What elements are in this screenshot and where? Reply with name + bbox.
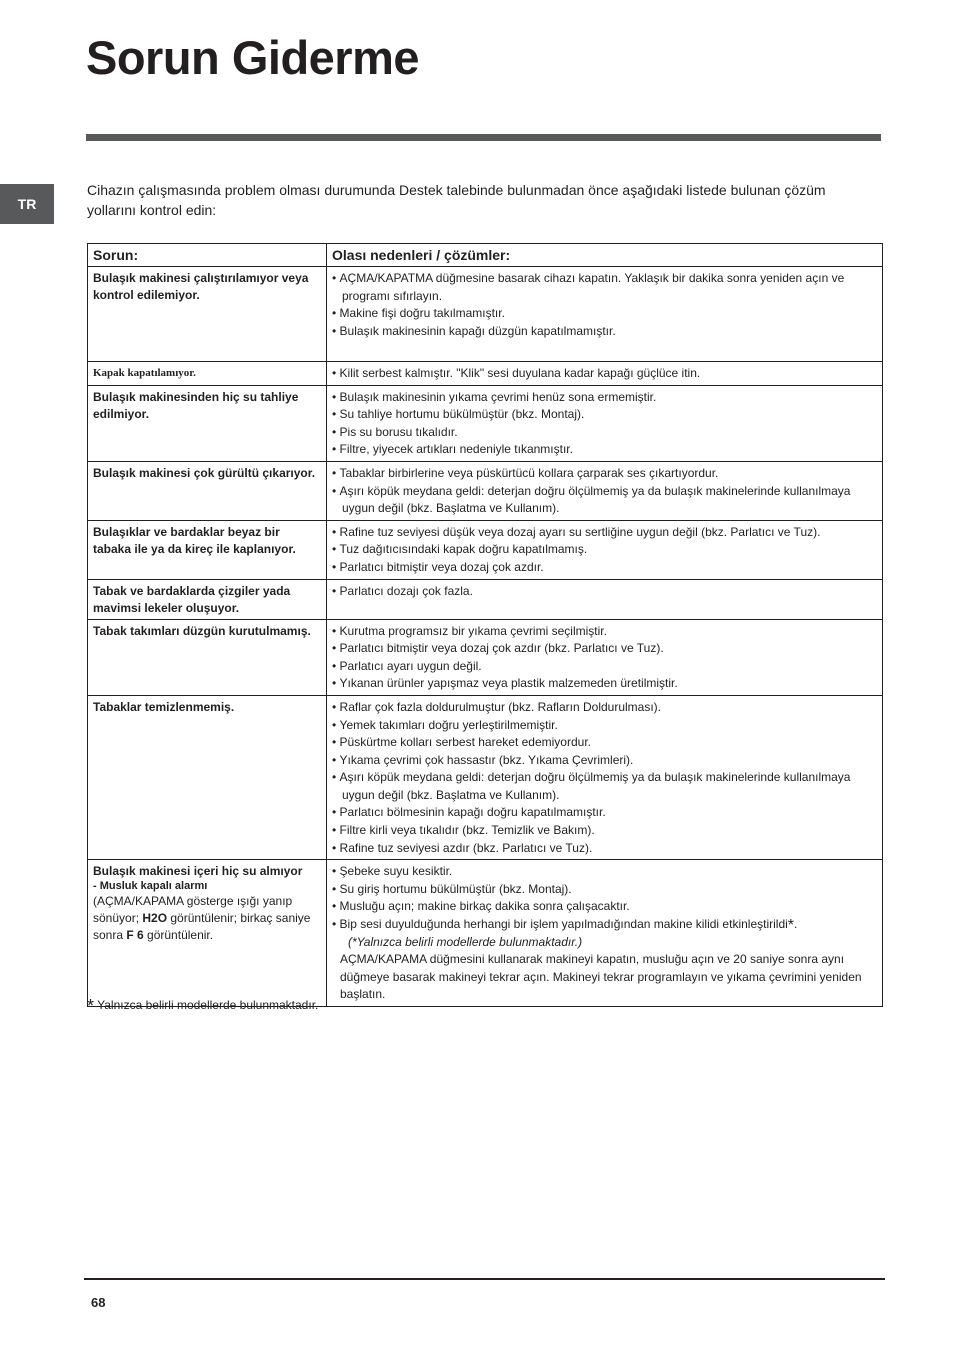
intro-text: Cihazın çalışmasında problem olması durumunda Destek talebinde bulunmadan önce aşağıdaki listede bulunan çözüm yollarını kontrol edin: [87,182,826,218]
problem-detail-text: görüntülenir. [143,928,214,943]
restart-instructions: AÇMA/KAPAMA düğmesini kullanarak makineyi kapatın, musluğu açın ve 20 saniye sonra aynı düğmeye basarak makineyi tekrar açın. Makineyi tekrar programlayın ve yıkama çevrimini yeniden başlatın. [340,952,862,1002]
language-tab: TR [0,184,54,224]
cause-item: • Raflar çok fazla doldurulmuştur (bkz. Rafların Doldurulması). [332,699,877,717]
table-row [88,267,883,362]
f6-code: F 6 [126,928,144,943]
causes-cell [327,619,883,695]
cause-item: • Parlatıcı ayarı uygun değil. [332,658,877,676]
footer-divider [84,1278,885,1280]
table-row [88,579,883,619]
problem-cell: Bulaşık makinesi çok gürültü çıkarıyor. [88,461,327,520]
problem-detail [93,894,310,942]
cause-item: • Filtre kirli veya tıkalıdır (bkz. Temizlik ve Bakım). [332,822,877,840]
footnote-text: Yalnızca belirli modellerde bulunmaktadır. [94,998,319,1012]
table-row [88,695,883,859]
cause-item: • Kilit serbest kalmıştır. "Klik" sesi duyulana kadar kapağı güçlüce itin. [332,365,877,383]
table-row [88,362,883,386]
problem-cell [88,860,327,1007]
header-causes: Olası nedenleri / çözümler: [327,244,883,267]
beep-text: Bip sesi duyulduğunda herhangi bir işlem yapılmadığından makine kilidi etkinleştirildi [339,917,788,932]
footnote [87,996,318,1017]
cause-item: • Su giriş hortumu bükülmüştür (bkz. Montaj). [332,881,877,899]
problem-detail-text: (AÇMA/KAPAMA gösterge ışığı yanıp sönüyor; [93,894,293,926]
causes-cell [327,579,883,619]
page-number: 68 [91,1295,106,1310]
problem-subtitle: - Musluk kapalı alarmı [93,880,208,893]
cause-item: • Pis su borusu tıkalıdır. [332,424,877,442]
model-note: (*Yalnızca belirli modellerde bulunmaktadır.) [348,934,583,949]
h2o-code: H2O [142,911,168,926]
problem-cell: Bulaşık makinesi çalıştırılamıyor veya kontrol edilemiyor. [88,267,327,362]
causes-cell [327,520,883,579]
cause-item: • Rafine tuz seviyesi düşük veya dozaj ayarı su sertliğine uygun değil (bkz. Parlatıcı ve Tuz). [332,524,877,542]
table-row [88,860,883,1007]
table-row [88,619,883,695]
troubleshooting-table [87,243,883,1007]
causes-cell [327,461,883,520]
cause-item: • Tabaklar birbirlerine veya püskürtücü kollara çarparak ses çıkartıyordur. [332,465,877,483]
causes-cell [327,385,883,461]
footnote-asterisk: * [87,996,95,1016]
cause-item: • Bulaşık makinesinin yıkama çevrimi henüz sona ermemiştir. [332,389,877,407]
table-row [88,385,883,461]
problem-cell: Tabak ve bardaklarda çizgiler yada mavimsi lekeler oluşuyor. [88,579,327,619]
cause-item: • Tuz dağıtıcısındaki kapak doğru kapatılmamış. [332,541,877,559]
problem-cell: Bulaşıklar ve bardaklar beyaz bir tabaka ile ya da kireç ile kaplanıyor. [88,520,327,579]
causes-cell [327,860,883,1007]
cause-item: • Yıkanan ürünler yapışmaz veya plastik malzemeden üretilmiştir. [332,675,877,693]
cause-item: • Bulaşık makinesinin kapağı düzgün kapatılmamıştır. [332,323,877,341]
table-header-row [88,244,883,267]
cause-item: • Yemek takımları doğru yerleştirilmemiştir. [332,717,877,735]
table-row [88,461,883,520]
cause-item: • Yıkama çevrimi çok hassastır (bkz. Yıkama Çevrimleri). [332,752,877,770]
problem-cell: Kapak kapatılamıyor. [88,362,327,386]
cause-item: • Aşırı köpük meydana geldi: deterjan doğru ölçülmemiş ya da bulaşık makinelerinde kullanılmaya uygun değil (bkz. Başlatma ve Kullanım). [332,769,877,804]
cause-item: • Aşırı köpük meydana geldi: deterjan doğru ölçülmemiş ya da bulaşık makinelerinde kullanılmaya uygun değil (bkz. Başlatma ve Kullanım). [332,483,877,518]
beep-end: . [794,917,798,932]
causes-cell [327,362,883,386]
cause-item: • Kurutma programsız bir yıkama çevrimi seçilmiştir. [332,623,877,641]
table-row [88,520,883,579]
cause-item: • Şebeke suyu kesiktir. [332,863,877,881]
page-title: Sorun Giderme [86,31,420,84]
cause-item: • Filtre, yiyecek artıkları nedeniyle tıkanmıştır. [332,441,877,459]
problem-cell: Tabak takımları düzgün kurutulmamış. [88,619,327,695]
cause-item: • Musluğu açın; makine birkaç dakika sonra çalışacaktır. [332,898,877,916]
cause-item: • Parlatıcı bölmesinin kapağı doğru kapatılmamıştır. [332,804,877,822]
cause-item: • Parlatıcı bitmiştir veya dozaj çok azdır. [332,559,877,577]
problem-cell: Bulaşık makinesinden hiç su tahliye edilmiyor. [88,385,327,461]
problem-detail-text: görüntülenir; birkaç saniye sonra [93,911,311,943]
causes-cell [327,267,883,362]
title-divider [86,134,881,141]
cause-item: • Parlatıcı dozajı çok fazla. [332,583,877,601]
problem-title: Bulaşık makinesi içeri hiç su almıyor [93,864,303,879]
cause-item: • Püskürtme kolları serbest hareket edemiyordur. [332,734,877,752]
problem-cell: Tabaklar temizlenmemiş. [88,695,327,859]
cause-item [332,916,877,934]
cause-item: • AÇMA/KAPATMA düğmesine basarak cihazı kapatın. Yaklaşık bir dakika sonra yeniden açın ve programı sıfırlayın. [332,270,877,305]
header-problem: Sorun: [88,244,327,267]
cause-item: • Makine fişi doğru takılmamıştır. [332,305,877,323]
asterisk-mark: * [787,917,795,935]
cause-item: • Rafine tuz seviyesi azdır (bkz. Parlatıcı ve Tuz). [332,840,877,858]
causes-cell [327,695,883,859]
cause-item: • Parlatıcı bitmiştir veya dozaj çok azdır (bkz. Parlatıcı ve Tuz). [332,640,877,658]
cause-item: • Su tahliye hortumu bükülmüştür (bkz. Montaj). [332,406,877,424]
